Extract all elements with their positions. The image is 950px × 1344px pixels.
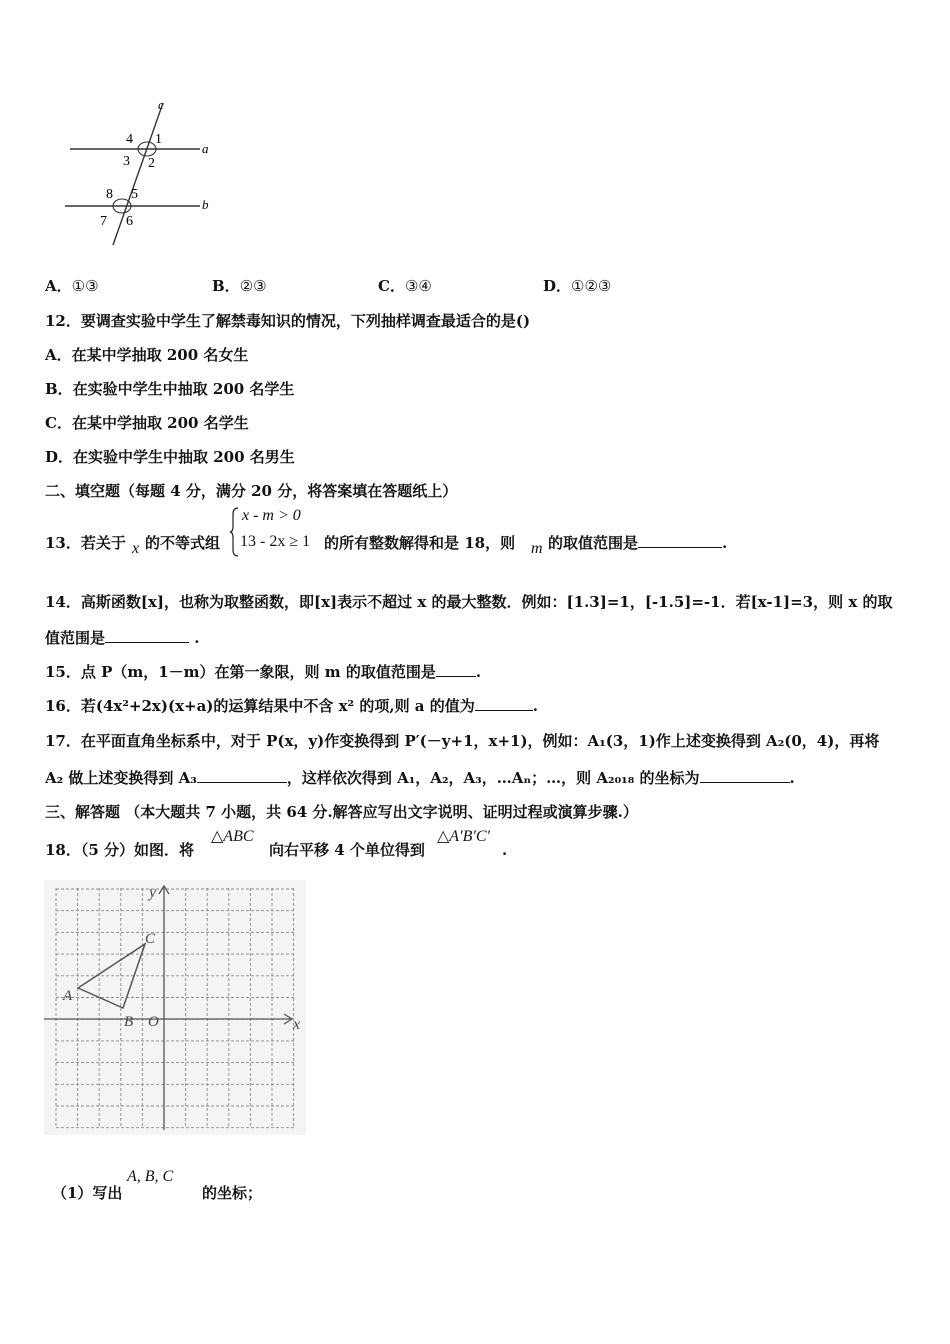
label-6: 6 [126, 214, 133, 229]
grid-x-label: x [293, 1016, 301, 1033]
q15: 15．点 P（m，1－m）在第一象限，则 m 的取值范围是 . [45, 663, 482, 681]
q11-option-c: C．③④ [378, 277, 432, 295]
label-1: 1 [155, 132, 162, 147]
label-7: 7 [100, 214, 107, 229]
q13-answer-blank[interactable] [638, 533, 722, 548]
q17-blank-a3[interactable] [197, 768, 287, 783]
label-b: b [202, 197, 209, 212]
label-2: 2 [148, 156, 155, 171]
q18-triangle-abc: △ABC [211, 828, 254, 845]
coordinate-grid-figure [44, 880, 306, 1135]
grid-origin: O [148, 1014, 159, 1030]
q13-prefix: 13．若关于 [45, 534, 126, 552]
q17-line-2: A₂ 做上述变换得到 A₃ ，这样依次得到 A₁，A₂，A₃，…Aₙ；…，则 A₂₀₁₈ 的坐标为 . [45, 769, 795, 787]
q11-option-d: D．①②③ [543, 277, 612, 295]
q13-var-x: x [132, 540, 140, 557]
section-3-heading: 三、解答题 （本大题共 7 小题，共 64 分.解答应写出文字说明、证明过程或演算步骤.） [45, 803, 638, 821]
q14-line-2: 值范围是 . [45, 629, 200, 647]
q12-option-c: C．在某中学抽取 200 名学生 [45, 414, 249, 432]
q14-answer-blank[interactable] [105, 628, 189, 643]
q13-mid: 的不等式组 [145, 534, 221, 552]
q18-1-suffix: 的坐标； [202, 1184, 263, 1202]
q16-answer-blank[interactable] [475, 696, 533, 711]
label-4: 4 [126, 132, 133, 147]
q18-mid: 向右平移 4 个单位得到 [269, 841, 425, 859]
label-5: 5 [131, 187, 138, 202]
grid-point-a: A [63, 988, 73, 1004]
q18-1-vars: A, B, C [127, 1168, 174, 1185]
parallel-lines-figure [60, 95, 220, 255]
q13-var-m: m [531, 540, 543, 557]
q15-answer-blank[interactable] [436, 662, 476, 677]
q17-line-1: 17．在平面直角坐标系中，对于 P(x，y)作变换得到 P′(－y+1，x+1)，例如：A₁(3，1)作上述变换得到 A₂(0，4)，再将 [45, 732, 880, 750]
q13-end: 的取值范围是 . [548, 534, 728, 552]
q14-line-1: 14．高斯函数[x]，也称为取整函数，即[x]表示不超过 x 的最大整数．例如：[1.3]=1，[-1.5]=-1．若[x-1]=3，则 x 的取 [45, 593, 893, 611]
q16: 16．若(4x²+2x)(x+a)的运算结果中不含 x² 的项,则 a 的值为 . [45, 697, 538, 715]
q12-option-b: B．在实验中学生中抽取 200 名学生 [45, 380, 295, 398]
grid-point-c: C [145, 931, 156, 947]
q13-brace [230, 506, 240, 558]
grid-point-b: B [124, 1014, 134, 1030]
q18-1-prefix: （1）写出 [52, 1184, 123, 1202]
q18-triangle-abc-prime: △A′B′C′ [437, 828, 491, 845]
label-3: 3 [123, 154, 130, 169]
q13-after: 的所有整数解得和是 18，则 [324, 534, 516, 552]
q12-option-a: A．在某中学抽取 200 名女生 [45, 346, 249, 364]
label-a: a [202, 141, 209, 156]
q17-blank-a2018[interactable] [700, 768, 790, 783]
section-2-heading: 二、填空题（每题 4 分，满分 20 分，将答案填在答题纸上） [45, 482, 458, 500]
q18-prefix: 18．（5 分）如图．将 [45, 841, 195, 859]
q11-option-b: B．②③ [212, 277, 267, 295]
q13-inequality-1: x - m > 0 [242, 507, 301, 524]
q11-option-a: A．①③ [45, 277, 99, 295]
grid-y-label: y [149, 884, 157, 901]
q12-option-d: D．在实验中学生中抽取 200 名男生 [45, 448, 295, 466]
q13-inequality-2: 13 - 2x ≥ 1 [240, 533, 311, 550]
label-8: 8 [106, 187, 113, 202]
q12-stem: 12．要调查实验中学生了解禁毒知识的情况，下列抽样调查最适合的是() [45, 312, 531, 330]
q18-tail: . [502, 841, 508, 859]
label-c: c [158, 97, 164, 112]
